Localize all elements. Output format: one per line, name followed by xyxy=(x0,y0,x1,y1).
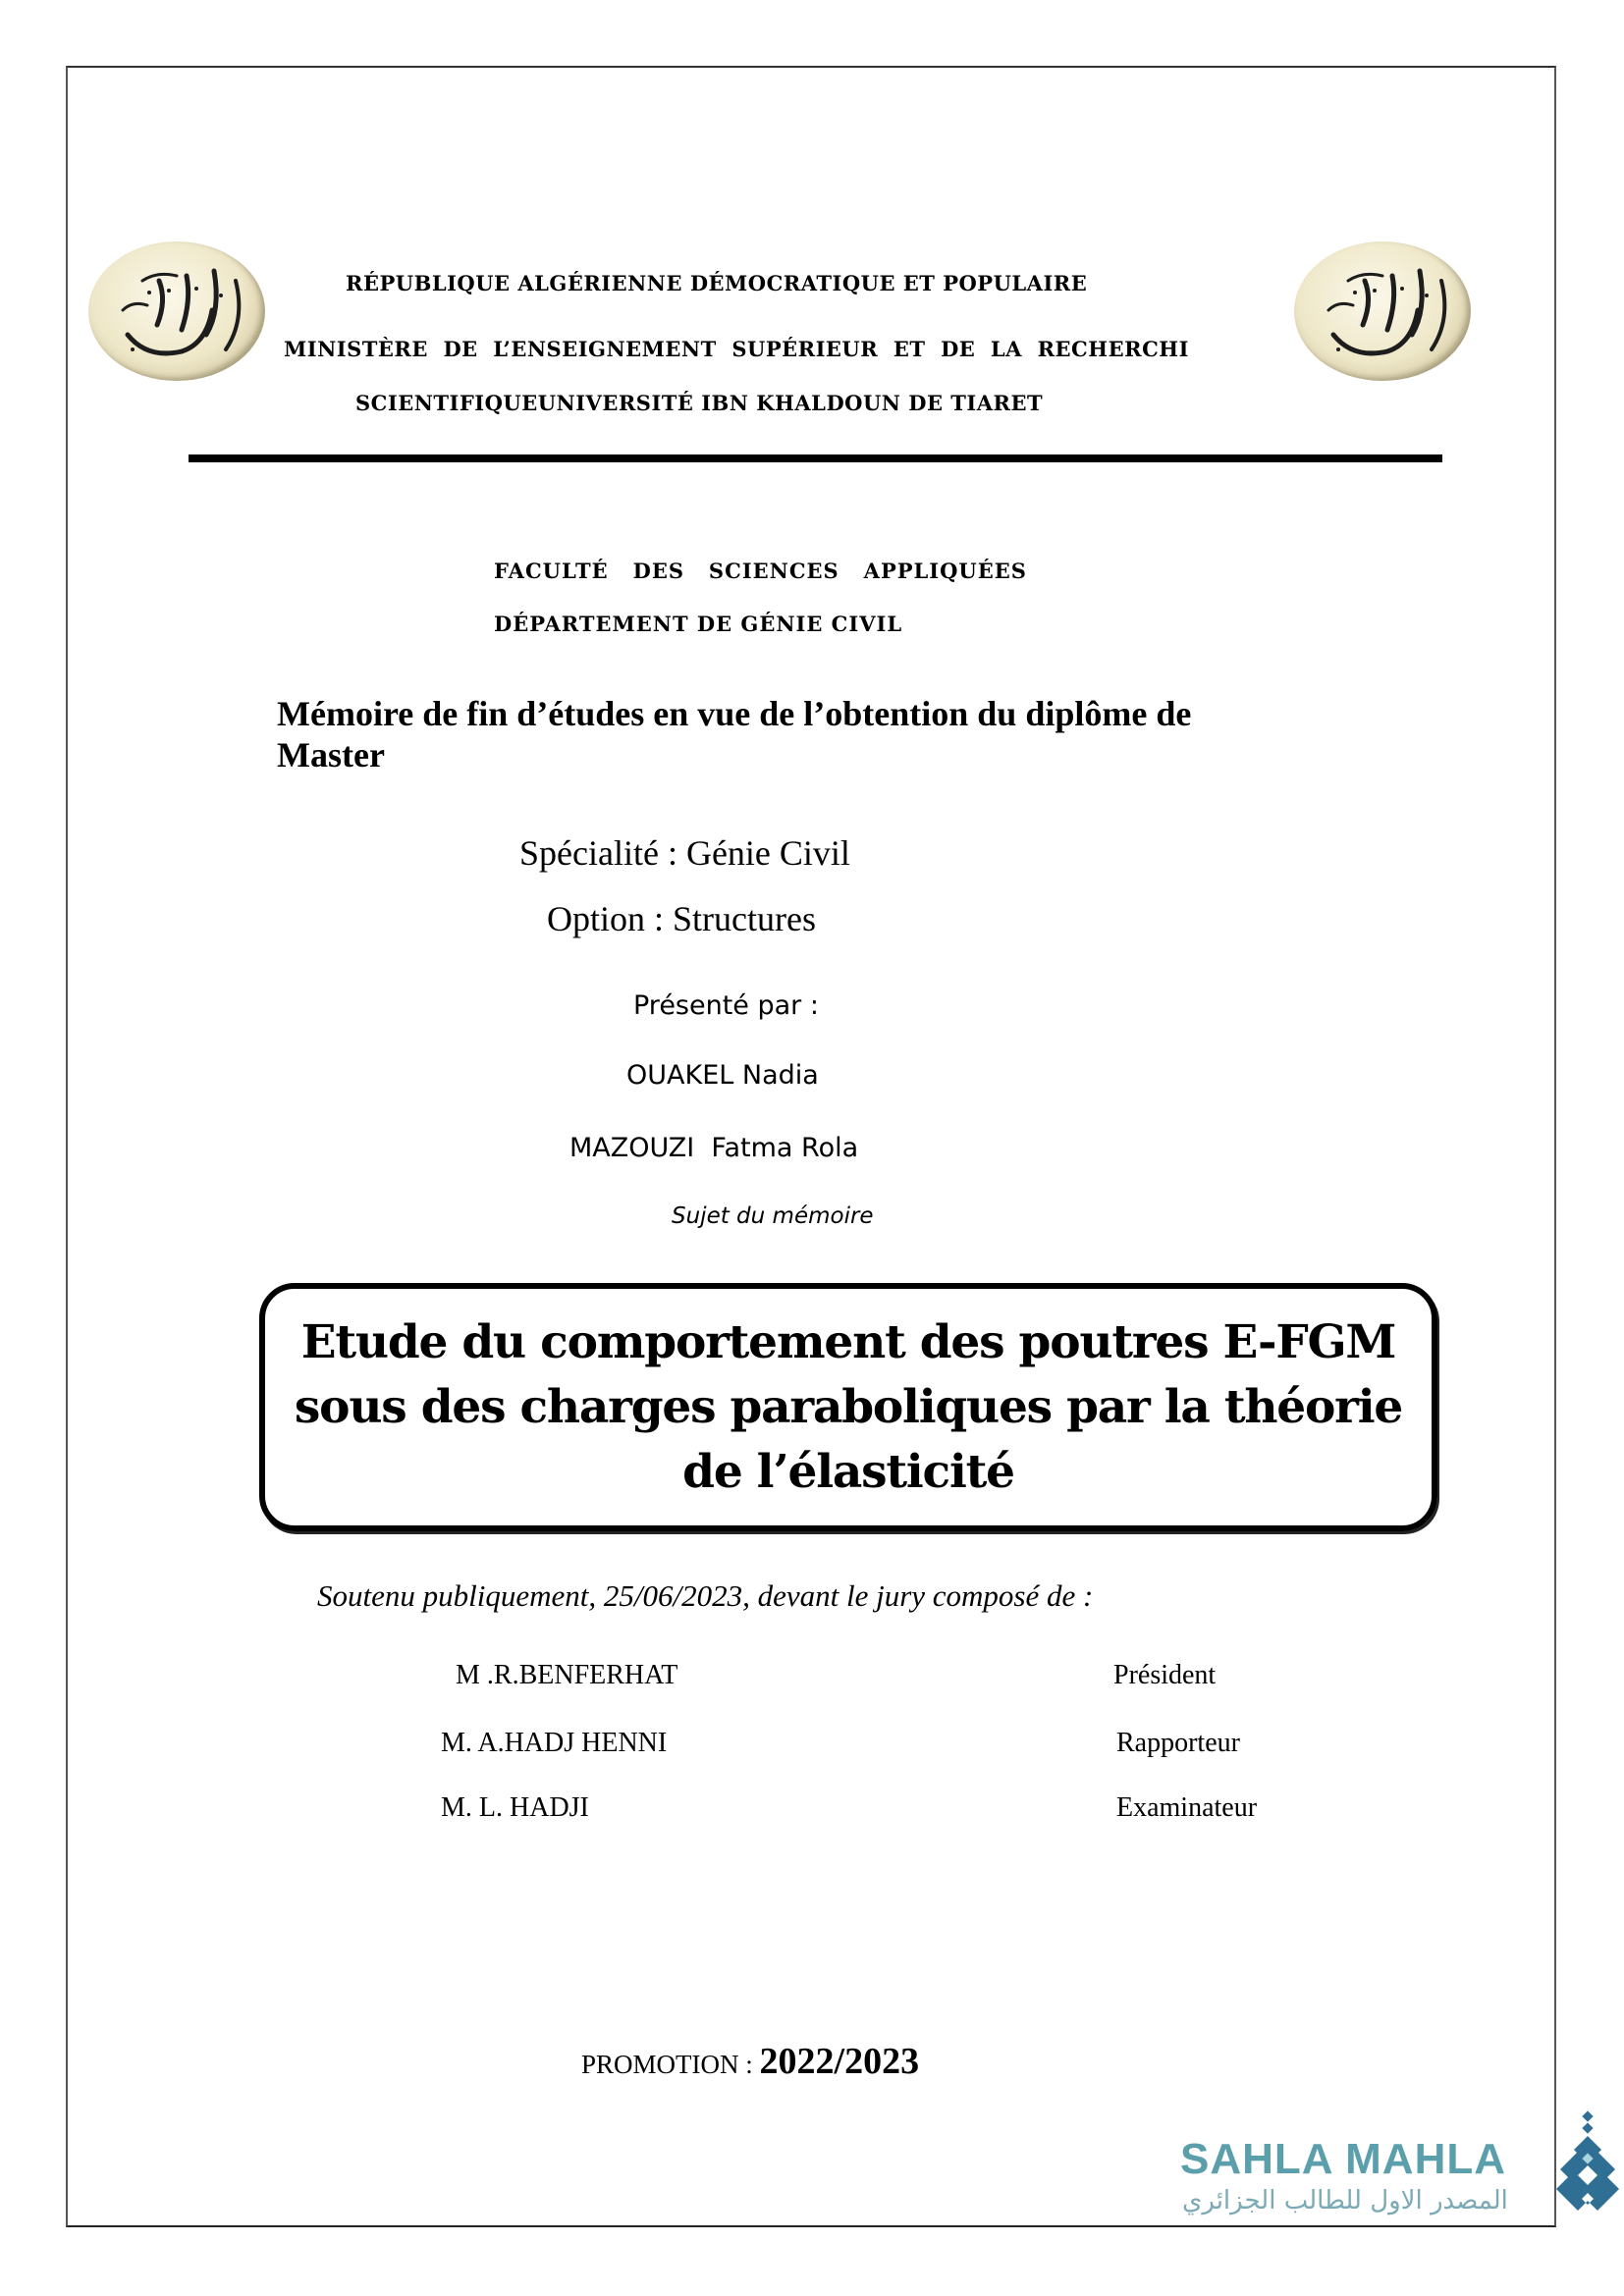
thesis-title-box xyxy=(259,1283,1437,1531)
university-seal-right-icon xyxy=(1294,241,1471,381)
watermark-brand: SAHLA MAHLA xyxy=(1180,2135,1506,2183)
jury-member-name: M. A.HADJ HENNI xyxy=(441,1728,668,1758)
promotion-label: PROMOTION : xyxy=(581,2050,760,2079)
thesis-title-line: de l’élasticité xyxy=(682,1444,1014,1499)
thesis-purpose-line1: Mémoire de fin d’études en vue de l’obtention du diplôme de xyxy=(277,694,1192,733)
calligraphy-seal-icon xyxy=(1294,241,1471,381)
header-ministry: MINISTÈRE DE L’ENSEIGNEMENT SUPÉRIEUR ET DE LA RECHERCHI xyxy=(284,337,1189,361)
presented-by-label: Présenté par : xyxy=(633,990,819,1021)
author-name: OUAKEL Nadia xyxy=(626,1060,819,1091)
sahla-mahla-emblem-icon xyxy=(1554,2110,1623,2216)
header-republic: RÉPUBLIQUE ALGÉRIENNE DÉMOCRATIQUE ET POPULAIRE xyxy=(346,271,1088,295)
calligraphy-seal-icon xyxy=(88,241,265,381)
jury-member-name: M .R.BENFERHAT xyxy=(456,1660,678,1690)
department-name: DÉPARTEMENT DE GÉNIE CIVIL xyxy=(494,612,903,636)
promotion xyxy=(581,2040,919,2083)
jury-member-role: Examinateur xyxy=(1116,1792,1258,1823)
jury-member-name: M. L. HADJI xyxy=(441,1792,589,1823)
specialty: Spécialité : Génie Civil xyxy=(519,833,850,873)
watermark-tagline: المصدر الاول للطالب الجزائري xyxy=(1182,2186,1508,2216)
jury-member-role: Président xyxy=(1113,1660,1217,1690)
option: Option : Structures xyxy=(547,899,816,938)
header-university: SCIENTIFIQUEUNIVERSITÉ IBN KHALDOUN DE TIARET xyxy=(355,391,1044,415)
header-divider xyxy=(189,454,1442,462)
jury-member-role: Rapporteur xyxy=(1116,1728,1240,1758)
author-name: MAZOUZI Fatma Rola xyxy=(569,1133,859,1163)
thesis-title-line: Etude du comportement des poutres E-FGM xyxy=(300,1314,1396,1369)
promotion-year: 2022/2023 xyxy=(759,2041,920,2082)
defense-statement: Soutenu publiquement, 25/06/2023, devant le jury composé de : xyxy=(317,1578,1094,1613)
subject-label: Sujet du mémoire xyxy=(672,1203,874,1229)
thesis-title-line: sous des charges paraboliques par la théorie xyxy=(294,1379,1403,1434)
thesis-purpose-line2: Master xyxy=(277,735,385,774)
university-seal-left-icon xyxy=(88,241,265,381)
faculty-name: FACULTÉ DES SCIENCES APPLIQUÉES xyxy=(494,559,1027,583)
